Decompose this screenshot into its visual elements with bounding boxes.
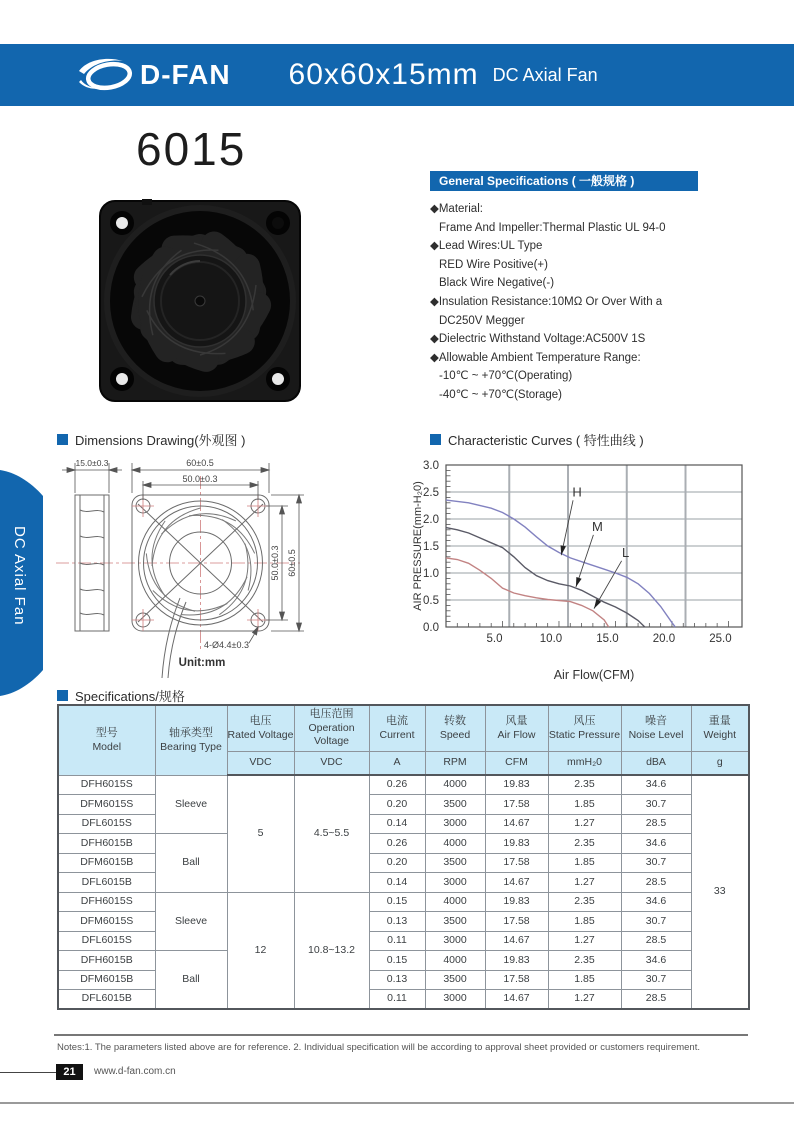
cell-airflow: 19.83 xyxy=(485,834,548,854)
spec-line: ◆Allowable Ambient Temperature Range: xyxy=(430,351,641,364)
cell-pressure: 1.27 xyxy=(548,931,621,951)
front-view xyxy=(128,490,272,678)
dim-hole-dia: 4-Ø4.4±0.3 xyxy=(204,640,249,650)
cell-model: DFH6015B xyxy=(58,951,155,971)
dim-width: 60±0.5 xyxy=(186,458,214,468)
cell-current: 0.13 xyxy=(369,912,425,932)
bottom-rule xyxy=(0,1102,794,1104)
page-number-badge: 21 xyxy=(56,1064,83,1080)
cell-bearing: Ball xyxy=(155,951,227,1010)
dim-hole-pitch-h: 50.0±0.3 xyxy=(182,474,218,484)
cell-noise: 28.5 xyxy=(621,814,691,834)
section-heading-dimensions xyxy=(57,430,245,449)
cell-rated-voltage: 5 xyxy=(227,775,294,892)
svg-text:2.5: 2.5 xyxy=(423,487,439,499)
cell-noise: 30.7 xyxy=(621,970,691,990)
svg-text:M: M xyxy=(591,518,603,534)
cell-model: DFH6015S xyxy=(58,775,155,795)
cell-airflow: 19.83 xyxy=(485,775,548,795)
col-header-model: 型号 Model xyxy=(58,705,155,775)
cell-current: 0.15 xyxy=(369,951,425,971)
spec-line: ◆Dielectric Withstand Voltage:AC500V 1S xyxy=(430,333,646,346)
table-row xyxy=(58,834,749,854)
spec-line: ◆Insulation Resistance:10MΩ Or Over With a xyxy=(430,295,663,308)
cell-pressure: 2.35 xyxy=(548,834,621,854)
cell-noise: 34.6 xyxy=(621,892,691,912)
svg-text:1.5: 1.5 xyxy=(423,541,439,553)
brand-name: D-FAN xyxy=(140,59,231,90)
cell-speed: 3000 xyxy=(425,990,485,1010)
cell-model: DFL6015S xyxy=(58,931,155,951)
unit-cell: VDC xyxy=(227,751,294,775)
cell-pressure: 2.35 xyxy=(548,892,621,912)
cell-noise: 34.6 xyxy=(621,834,691,854)
section-title: Characteristic Curves ( 特性曲线 ) xyxy=(448,433,644,448)
cell-pressure: 1.85 xyxy=(548,795,621,815)
cell-operation-voltage: 10.8~13.2 xyxy=(294,892,369,1009)
brand-logo-icon xyxy=(76,55,138,95)
cell-airflow: 19.83 xyxy=(485,892,548,912)
dim-depth: 15.0±0.3 xyxy=(75,458,109,468)
cell-rated-voltage: 12 xyxy=(227,892,294,1009)
spec-line: -10℃ ~ +70℃(Operating) xyxy=(439,370,573,383)
product-type-title: DC Axial Fan xyxy=(492,64,598,85)
side-view xyxy=(75,495,109,631)
cell-pressure: 1.85 xyxy=(548,912,621,932)
cell-speed: 4000 xyxy=(425,951,485,971)
cell-speed: 3500 xyxy=(425,912,485,932)
unit-cell: CFM xyxy=(485,751,548,775)
footer-notes: Notes:1. The parameters listed above are for reference. 2. Individual specification will be according to approval sheet provided or customers requirement. xyxy=(57,1042,700,1053)
cell-weight: 33 xyxy=(691,775,749,1009)
cell-airflow: 17.58 xyxy=(485,853,548,873)
unit-cell: VDC xyxy=(294,751,369,775)
col-header-rated-voltage: 电压 Rated Voltage xyxy=(227,705,294,751)
page-marker-line xyxy=(0,1072,56,1073)
spec-line: DC250V Megger xyxy=(439,314,525,327)
model-number: 6015 xyxy=(136,123,247,175)
product-size-title: 60x60x15mm xyxy=(288,58,479,91)
svg-text:5.0: 5.0 xyxy=(486,633,503,645)
col-header-weight: 重量 Weight xyxy=(691,705,749,751)
col-header-pressure: 风压 Static Pressure xyxy=(548,705,621,751)
cell-speed: 3000 xyxy=(425,873,485,893)
table-row xyxy=(58,892,749,912)
svg-text:L: L xyxy=(622,544,630,560)
characteristic-curves-chart xyxy=(406,450,754,686)
dimension-lines xyxy=(62,463,304,643)
header-band xyxy=(0,44,794,106)
svg-text:H: H xyxy=(572,484,582,500)
cell-airflow: 14.67 xyxy=(485,990,548,1010)
section-title: Dimensions Drawing(外观图 ) xyxy=(75,433,246,448)
general-specs-title: General Specifications ( 一般规格 ) xyxy=(430,171,698,191)
cell-noise: 34.6 xyxy=(621,775,691,795)
cell-airflow: 14.67 xyxy=(485,873,548,893)
cell-speed: 3500 xyxy=(425,970,485,990)
spec-line: -40℃ ~ +70℃(Storage) xyxy=(439,388,563,401)
spec-line: ◆Material: xyxy=(430,203,483,215)
dim-unit: Unit:mm xyxy=(178,657,226,669)
dim-hole-pitch-v: 50.0±0.3 xyxy=(270,545,280,581)
cell-speed: 4000 xyxy=(425,892,485,912)
cell-airflow: 19.83 xyxy=(485,951,548,971)
svg-text:1.0: 1.0 xyxy=(423,568,439,580)
cell-current: 0.20 xyxy=(369,795,425,815)
col-header-operation-voltage: 电压范围 Operation Voltage xyxy=(294,705,369,751)
table-row xyxy=(58,775,749,795)
cell-model: DFM6015S xyxy=(58,795,155,815)
cell-current: 0.11 xyxy=(369,990,425,1010)
cell-speed: 4000 xyxy=(425,834,485,854)
svg-text:0.0: 0.0 xyxy=(423,622,439,634)
website-link[interactable]: www.d-fan.com.cn xyxy=(94,1066,176,1077)
cell-airflow: 17.58 xyxy=(485,795,548,815)
cell-bearing: Ball xyxy=(155,834,227,893)
cell-speed: 3000 xyxy=(425,814,485,834)
col-header-noise: 噪音 Noise Level xyxy=(621,705,691,751)
cell-airflow: 17.58 xyxy=(485,970,548,990)
cell-pressure: 2.35 xyxy=(548,775,621,795)
cell-current: 0.20 xyxy=(369,853,425,873)
cell-model: DFM6015B xyxy=(58,970,155,990)
cell-noise: 30.7 xyxy=(621,795,691,815)
cell-operation-voltage: 4.5~5.5 xyxy=(294,775,369,892)
cell-pressure: 2.35 xyxy=(548,951,621,971)
col-header-speed: 转数 Speed xyxy=(425,705,485,751)
cell-model: DFL6015B xyxy=(58,990,155,1010)
svg-text:AIR PRESSURE(mm-H₂0): AIR PRESSURE(mm-H₂0) xyxy=(412,481,424,611)
cell-speed: 3500 xyxy=(425,853,485,873)
cell-noise: 28.5 xyxy=(621,990,691,1010)
cell-pressure: 1.85 xyxy=(548,970,621,990)
cell-model: DFM6015S xyxy=(58,912,155,932)
unit-cell: mmH₂0 xyxy=(548,751,621,775)
cell-speed: 3000 xyxy=(425,931,485,951)
specifications-table xyxy=(57,704,750,1010)
lead-wire xyxy=(162,598,180,678)
section-bullet-icon xyxy=(57,434,68,445)
cell-current: 0.15 xyxy=(369,892,425,912)
cell-speed: 3500 xyxy=(425,795,485,815)
dim-height: 60±0.5 xyxy=(287,549,297,577)
cell-airflow: 14.67 xyxy=(485,814,548,834)
unit-cell: RPM xyxy=(425,751,485,775)
cell-speed: 4000 xyxy=(425,775,485,795)
section-heading-specifications xyxy=(57,686,185,705)
col-header-current: 电流 Current xyxy=(369,705,425,751)
fan-product-photo xyxy=(90,197,314,407)
cell-bearing: Sleeve xyxy=(155,892,227,951)
spec-line: Frame And Impeller:Thermal Plastic UL 94-0 xyxy=(439,221,666,234)
cell-noise: 30.7 xyxy=(621,853,691,873)
cell-model: DFM6015B xyxy=(58,853,155,873)
cell-current: 0.26 xyxy=(369,834,425,854)
cell-noise: 30.7 xyxy=(621,912,691,932)
general-specifications xyxy=(430,171,764,405)
cell-model: DFL6015S xyxy=(58,814,155,834)
cell-noise: 28.5 xyxy=(621,873,691,893)
table-row xyxy=(58,951,749,971)
general-specs-list xyxy=(430,200,764,405)
svg-text:25.0: 25.0 xyxy=(709,633,732,645)
cell-airflow: 17.58 xyxy=(485,912,548,932)
spec-line: Black Wire Negative(-) xyxy=(439,277,555,290)
cell-current: 0.26 xyxy=(369,775,425,795)
cell-current: 0.14 xyxy=(369,873,425,893)
svg-text:2.0: 2.0 xyxy=(423,514,439,526)
spec-line: ◆Lead Wires:UL Type xyxy=(430,240,543,253)
cell-pressure: 1.27 xyxy=(548,990,621,1010)
svg-text:15.0: 15.0 xyxy=(596,633,619,645)
svg-text:0.5: 0.5 xyxy=(423,595,439,607)
sidebar-tab-label: DC Axial Fan xyxy=(11,526,28,626)
section-heading-curves xyxy=(430,430,644,449)
cell-bearing: Sleeve xyxy=(155,775,227,834)
cell-noise: 34.6 xyxy=(621,951,691,971)
cell-model: DFH6015S xyxy=(58,892,155,912)
cell-pressure: 1.27 xyxy=(548,814,621,834)
section-bullet-icon xyxy=(430,434,441,445)
footer-divider xyxy=(54,1034,748,1036)
unit-cell: g xyxy=(691,751,749,775)
cell-model: DFH6015B xyxy=(58,834,155,854)
cell-current: 0.11 xyxy=(369,931,425,951)
cell-airflow: 14.67 xyxy=(485,931,548,951)
col-header-airflow: 风量 Air Flow xyxy=(485,705,548,751)
svg-text:10.0: 10.0 xyxy=(539,633,563,645)
cell-model: DFL6015B xyxy=(58,873,155,893)
section-bullet-icon xyxy=(57,690,68,701)
dimensions-drawing xyxy=(52,448,402,693)
svg-text:Air Flow(CFM): Air Flow(CFM) xyxy=(553,668,635,682)
unit-cell: dBA xyxy=(621,751,691,775)
cell-pressure: 1.85 xyxy=(548,853,621,873)
svg-text:3.0: 3.0 xyxy=(423,460,439,472)
sidebar-tab xyxy=(0,460,43,705)
cell-noise: 28.5 xyxy=(621,931,691,951)
svg-text:20.0: 20.0 xyxy=(652,633,676,645)
spec-line: RED Wire Positive(+) xyxy=(439,258,548,271)
cell-current: 0.13 xyxy=(369,970,425,990)
cell-pressure: 1.27 xyxy=(548,873,621,893)
col-header-bearing: 轴承类型 Bearing Type xyxy=(155,705,227,775)
section-title: Specifications/规格 xyxy=(75,689,185,704)
cell-current: 0.14 xyxy=(369,814,425,834)
unit-cell: A xyxy=(369,751,425,775)
